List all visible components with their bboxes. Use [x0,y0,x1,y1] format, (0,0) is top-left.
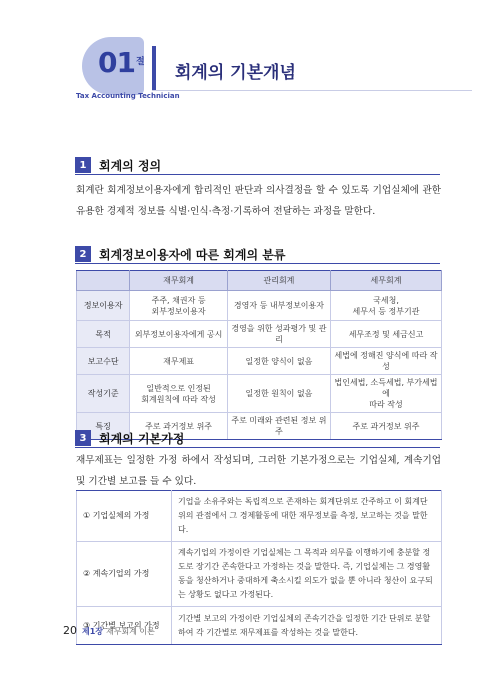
chapter-title: 회계의 기본개념 [175,63,296,83]
table-cell: 일정한 양식이 없음 [227,348,330,375]
section-body: 회계란 회계정보이용자에게 합리적인 판단과 의사결정을 할 수 있도록 기업실체에 관한 유용한 경제적 정보를 식별·인식·측정·기록하여 전달하는 과정을 말한다. [76,185,441,217]
row-header: 정보이용자 [77,291,130,321]
section-number: 3 [75,430,91,446]
accounting-classification-table [76,270,442,440]
section-body: 재무제표는 일정한 가정 하에서 작성되며, 그러한 기본가정으로는 기업실체, 계속기업 및 기간별 보고를 들 수 있다. [76,455,441,487]
row-header: ① 기업실체의 가정 [77,491,172,542]
table-cell: 세법에 정해진 양식에 따라 작성 [331,348,442,375]
section-heading-3 [75,430,184,446]
row-header: 작성기준 [77,375,130,413]
table-cell: 기업을 소유주와는 독립적으로 존재하는 회계단위로 간주하고 이 회계단위의 관점에서 그 경제활동에 대한 재무정보를 측정, 보고하는 것을 말한다. [172,491,442,542]
table-cell: 일반적으로 인정된 회계원칙에 따라 작성 [130,375,228,413]
table-cell: 경영을 위한 성과평가 및 관리 [227,321,330,348]
footer-chapter-title: 재무회계 이론 [106,627,155,636]
table-header-cell: 관리회계 [227,271,330,291]
table-header-cell: 재무회계 [130,271,228,291]
table-cell: 일정한 원칙이 없음 [227,375,330,413]
table-row [77,542,442,607]
row-header: ② 계속기업의 가정 [77,542,172,607]
row-header: 목적 [77,321,130,348]
table-cell: 재무제표 [130,348,228,375]
table-row [77,291,442,321]
section-divider [75,447,440,448]
row-header: ③ 기간별 보고의 가정 [77,607,172,645]
footer-chapter: 제1장 [82,627,104,636]
chapter-badge-suffix: 절 [136,57,145,67]
table-cell: 법인세법, 소득세법, 부가세법에 따라 작성 [331,375,442,413]
table-header-cell [77,271,130,291]
row-header: 보고수단 [77,348,130,375]
section-number: 1 [75,157,91,173]
brand-text: Tax Accounting Technician [76,92,180,100]
chapter-badge-number: 01 [98,46,135,79]
table-cell: 경영자 등 내부정보이용자 [227,291,330,321]
row-header: 특징 [77,413,130,440]
section-divider [75,263,440,264]
section-heading-2 [75,246,285,262]
section-title: 회계의 정의 [99,158,162,173]
table-cell: 계속기업의 가정이란 기업실체는 그 목적과 의무를 이행하기에 충분할 정도로 장기간 존속한다고 가정하는 것을 말한다. 즉, 기업실체는 그 경영활동을 청산하거나 중대하게 축소시킬 의도가 없을 뿐 아니라 청산이 요구되는 상황도 없다고 가정된다. [172,542,442,607]
section-title: 회계의 기본가정 [99,431,185,446]
header-divider [152,90,472,91]
table-cell: 세무조정 및 세금신고 [331,321,442,348]
section-divider [75,174,440,175]
table-row [77,491,442,542]
section-heading-1 [75,157,161,173]
table-header-cell: 세무회계 [331,271,442,291]
table-header-row [77,271,442,291]
section-title: 회계정보이용자에 따른 회계의 분류 [99,247,286,262]
section-number: 2 [75,246,91,262]
table-cell: 기간별 보고의 가정이란 기업실체의 존속기간을 일정한 기간 단위로 분할하여 각 기간별로 재무제표를 작성하는 것을 말한다. [172,607,442,645]
basic-assumptions-table [76,490,442,645]
table-row [77,321,442,348]
table-cell: 주로 미래와 관련된 정보 위주 [227,413,330,440]
table-row [77,375,442,413]
table-row [77,348,442,375]
table-cell: 주로 과거정보 위주 [331,413,442,440]
table-cell: 외부정보이용자에게 공시 [130,321,228,348]
table-cell: 국세청, 세무서 등 정부기관 [331,291,442,321]
table-cell: 주주, 채권자 등 외부정보이용자 [130,291,228,321]
page-number: 20 [63,624,77,637]
table-cell: 주로 과거정보 위주 [130,413,228,440]
